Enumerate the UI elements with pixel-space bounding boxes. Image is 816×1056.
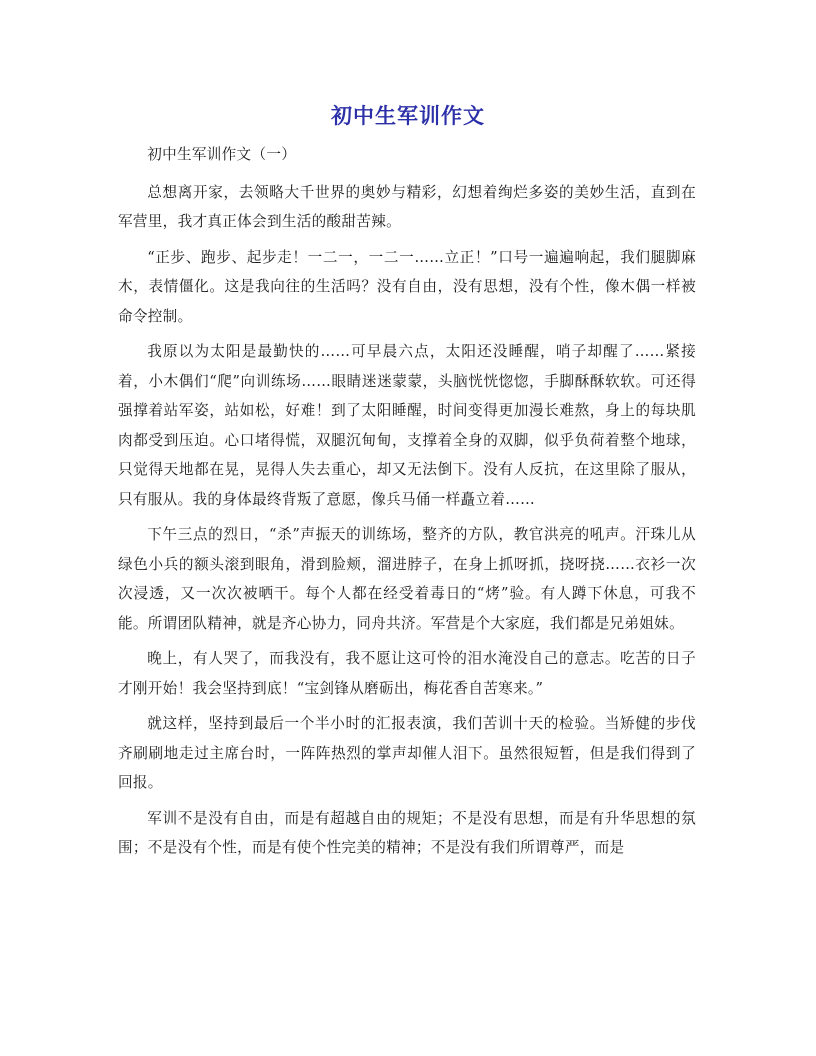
paragraph: 总想离开家，去领略大千世界的奥妙与精彩，幻想着绚烂多姿的美妙生活，直到在军营里，我才真正体会到生活的酸甜苦辣。 — [118, 183, 696, 230]
paragraph: 军训不是没有自由，而是有超越自由的规矩；不是没有思想，而是有升华思想的氛围；不是没有个性，而是有使个性完美的精神；不是没有我们所谓尊严，而是 — [118, 809, 696, 856]
paragraph: 下午三点的烈日，“杀”声振天的训练场，整齐的方队，教官洪亮的吼声。汗珠儿从绿色小兵的额头滚到眼角，滑到脸颊，溜进脖子，在身上抓呀抓，挠呀挠……衣衫一次次浸透，又一次次被晒干。每个人都在经受着毒日的“烤”验。有人蹲下休息，可我不能。所谓团队精神，就是齐心协力，同舟共济。军营是个大家庭，我们都是兄弟姐妹。 — [118, 526, 696, 632]
paragraph: “正步、跑步、起步走！一二一，一二一……立正！”口号一遍遍响起，我们腿脚麻木，表情僵化。这是我向往的生活吗？没有自由，没有思想，没有个性，像木偶一样被命令控制。 — [118, 248, 696, 325]
paragraph: 就这样，坚持到最后一个半小时的汇报表演，我们苦训十天的检验。当矫健的步伐齐刷刷地走过主席台时，一阵阵热烈的掌声却催人泪下。虽然很短暂，但是我们得到了回报。 — [118, 715, 696, 791]
paragraph: 晚上，有人哭了，而我没有，我不愿让这可怜的泪水淹没自己的意志。吃苦的日子才刚开始！我会坚持到底！“宝剑锋从磨砺出，梅花香自苦寒来。” — [118, 650, 696, 697]
document-title: 初中生军训作文 — [331, 103, 485, 128]
paragraph: 我原以为太阳是最勤快的……可早晨六点，太阳还没睡醒，哨子却醒了……紧接着，小木偶们“爬”向训练场……眼睛迷迷蒙蒙，头脑恍恍惚惚，手脚酥酥软软。可还得强撑着站军姿，站如松，好难！到了太阳睡醒，时间变得更加漫长难熬，身上的每块肌肉都受到压迫。心口堵得慌，双腿沉甸甸，支撑着全身的双脚，似乎负荷着整个地球，只觉得天地都在晃，晃得人失去重心，却又无法倒下。没有人反抗，在这里除了服从，只有服从。我的身体最终背叛了意愿，像兵马俑一样矗立着…… — [118, 343, 696, 508]
document-body — [118, 140, 696, 869]
document-subtitle: 初中生军训作文（一） — [147, 146, 297, 163]
